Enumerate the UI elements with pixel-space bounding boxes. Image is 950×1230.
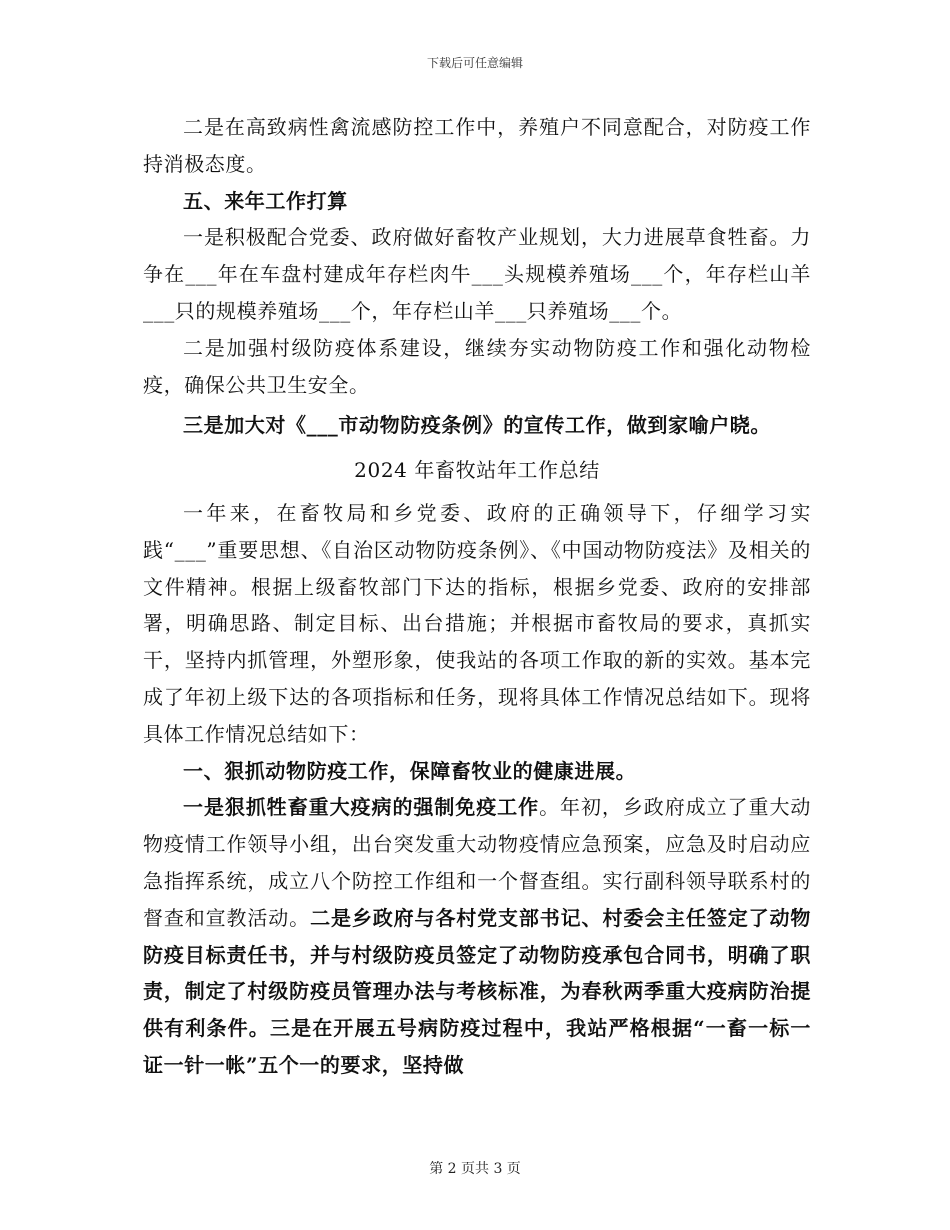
paragraph-epidemic	[143, 789, 811, 1083]
paragraph-prev-2: 一是积极配合党委、政府做好畜牧产业规划，大力进展草食牲畜。力争在___年在车盘村建成年存栏肉牛___头规模养殖场___个，年存栏山羊___只的规模养殖场___个，年存栏山羊___只养殖场___个。	[143, 225, 811, 323]
section-heading-1: 一、狠抓动物防疫工作，保障畜牧业的健康进展。	[183, 758, 637, 783]
paragraph-bold-lead: 一是狠抓牲畜重大疫病的强制免疫工作	[183, 795, 540, 820]
paragraph-prev-4: 三是加大对《___市动物防疫条例》的宣传工作，做到家喻户晓。	[183, 413, 771, 438]
paragraph-normal-text: 。年初，乡政府成立了重大动物疫情工作领导小组，出台突发重大动物疫情应急预案，应急及时启动应急指挥系统，成立八个防控工作组和一个督查组。实行副科领导联系村的督查和宣教活动。	[143, 795, 811, 930]
paragraph-prev-1: 二是在高致病性禽流感防控工作中，养殖户不同意配合，对防疫工作持消极态度。	[143, 115, 811, 176]
paragraph-bold-tail: 二是乡政府与各村党支部书记、村委会主任签定了动物防疫目标责任书，并与村级防疫员签定了动物防疫承包合同书，明确了职责，制定了村级防疫员管理办法与考核标准，为春秋两季重大疫病防治提供有利条件。三是在开展五号病防疫过程中，我站严格根据“一畜一标一证一针一帐”五个一的要求，坚持做	[143, 905, 811, 1077]
page-footer: 第 2 页共 3 页	[429, 1161, 521, 1177]
page-header: 下载后可任意编辑	[426, 56, 523, 70]
document-title: 2024 年畜牧站年工作总结	[354, 458, 600, 483]
paragraph-prev-3: 二是加强村级防疫体系建设，继续夯实动物防疫工作和强化动物检疫，确保公共卫生安全。	[143, 335, 811, 397]
paragraph-intro: 一年来，在畜牧局和乡党委、政府的正确领导下，仔细学习实践“___”重要思想、《自治区动物防疫条例》、《中国动物防疫法》及相关的文件精神。根据上级畜牧部门下达的指标，根据乡党委、政府的安排部署，明确思路、制定目标、出台措施；并根据市畜牧局的要求，真抓实干，坚持内抓管理，外塑形象，使我站的各项工作取的新的实效。基本完成了年初上级下达的各项指标和任务，现将具体工作情况总结如下。现将具体工作情况总结如下：	[143, 500, 811, 746]
section-heading-5: 五、来年工作打算	[183, 188, 348, 213]
document-body	[143, 109, 811, 1084]
